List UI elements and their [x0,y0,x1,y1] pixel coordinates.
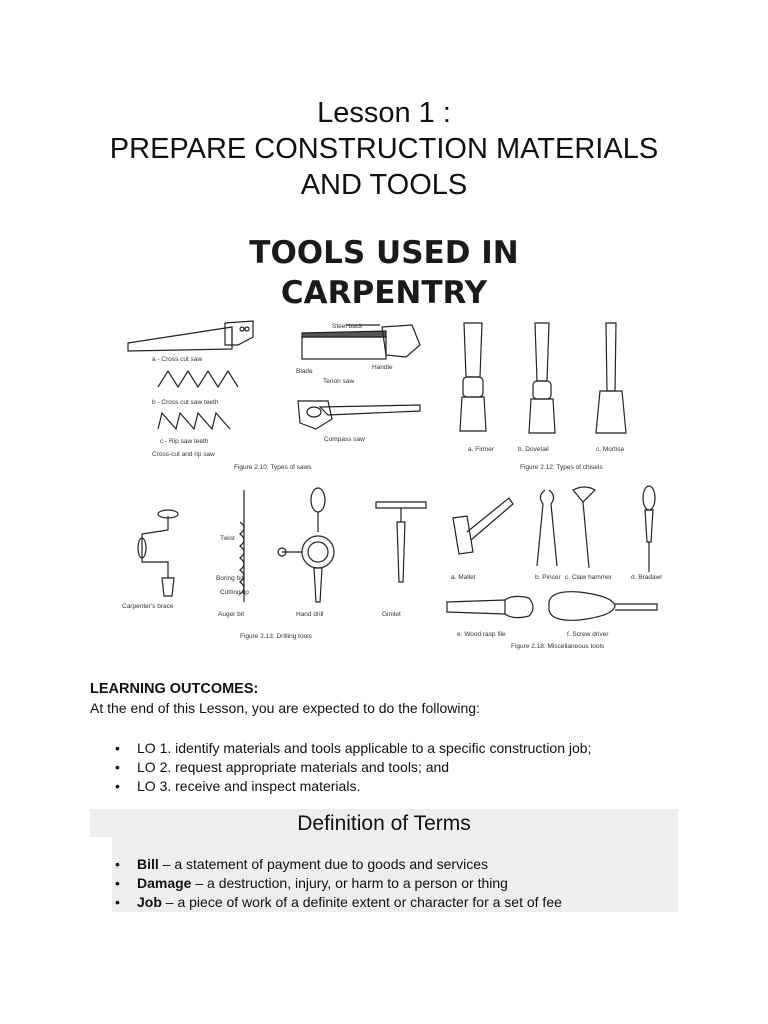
misc-label: d. Bradawl [631,574,662,581]
definition-text: – a destruction, injury, or harm to a person or thing [191,875,508,891]
drilling-label: Cutting lip [220,589,249,596]
drilling-caption: Figure 2.13: Drilling tools [240,633,312,640]
chisel-label: c. Mortise [596,446,625,453]
saws-label: Cross-cut and rip saw [152,451,215,458]
saws-labels [152,323,393,458]
bullet-icon: • [115,740,120,756]
saws-label: Handle [372,364,393,371]
chisel-label: a. Firmer [468,446,494,453]
outcome-text: LO 1. identify materials and tools applicable to a specific construction job; [137,740,592,756]
chisels-figure [448,315,648,473]
bullet-icon: • [115,778,120,794]
list-item [115,893,562,912]
saws-label: Blade [296,368,313,375]
bullet-icon: • [115,894,120,910]
definition-term: Bill [137,856,159,872]
drilling-label: Auger bit [218,611,245,618]
drilling-label: Boring bit [216,575,244,582]
drilling-label: Hand drill [296,611,324,618]
list-item [115,777,591,796]
definition-term: Job [137,894,162,910]
list-item [115,739,591,758]
outcome-text: LO 3. receive and inspect materials. [137,778,361,794]
saws-label: Steel back [332,323,363,330]
chisels-caption: Figure 2.12: Types of chisels [520,464,603,471]
list-item [115,758,591,777]
saws-label: b - Cross cut saw teeth [152,399,219,406]
definition-text: – a piece of work of a definite extent or character for a set of fee [161,894,562,910]
misc-caption: Figure 2.18: Miscellaneous tools [511,643,605,650]
lesson-number: Lesson 1 : [317,97,451,129]
saws-label: Compass saw [324,436,365,443]
bullet-icon: • [115,759,120,775]
learning-outcomes-heading: LEARNING OUTCOMES: [90,681,259,697]
misc-label: a. Mallet [451,574,476,581]
learning-outcomes-intro: At the end of this Lesson, you are expected to do the following: [90,700,480,716]
section-title-line-1: TOOLS USED IN [249,235,519,271]
drilling-label: Gimlet [382,611,401,618]
definitions-panel-notch [90,837,112,912]
misc-tools-figure [445,482,670,652]
drilling-figure [120,482,440,644]
learning-outcomes-list [115,739,591,796]
definitions-list [115,855,562,912]
lesson-title-line-1: PREPARE CONSTRUCTION MATERIALS [109,133,659,165]
saws-caption: Figure 2.10: Types of saws [234,464,312,471]
definitions-title: Definition of Terms [297,812,471,835]
saws-label: a - Cross cut saw [152,356,203,363]
section-title-line-2: CARPENTRY [280,275,488,311]
bullet-icon: • [115,875,120,891]
definition-text: – a statement of payment due to goods and services [158,856,488,872]
misc-label: e. Wood rasp file [457,631,506,638]
drilling-label: Twist [220,535,235,542]
outcome-text: LO 2. request appropriate materials and tools; and [137,759,450,775]
list-item [115,874,562,893]
misc-label: c. Claw hammer [565,574,612,581]
definition-term: Damage [137,875,192,891]
section-title [0,233,768,313]
saws-label: c - Rip saw teeth [160,438,209,445]
saws-figure [120,315,430,473]
misc-label: f. Screw driver [567,631,609,638]
lesson-title-line-2: AND TOOLS [300,169,468,201]
misc-label: b. Pincer [535,574,561,581]
drilling-label: Carpenter's brace [122,603,174,610]
lesson-title [0,95,768,203]
saws-label: Tenon saw [323,378,355,385]
chisel-label: b. Dovetail [518,446,549,453]
bullet-icon: • [115,856,120,872]
list-item [115,855,562,874]
